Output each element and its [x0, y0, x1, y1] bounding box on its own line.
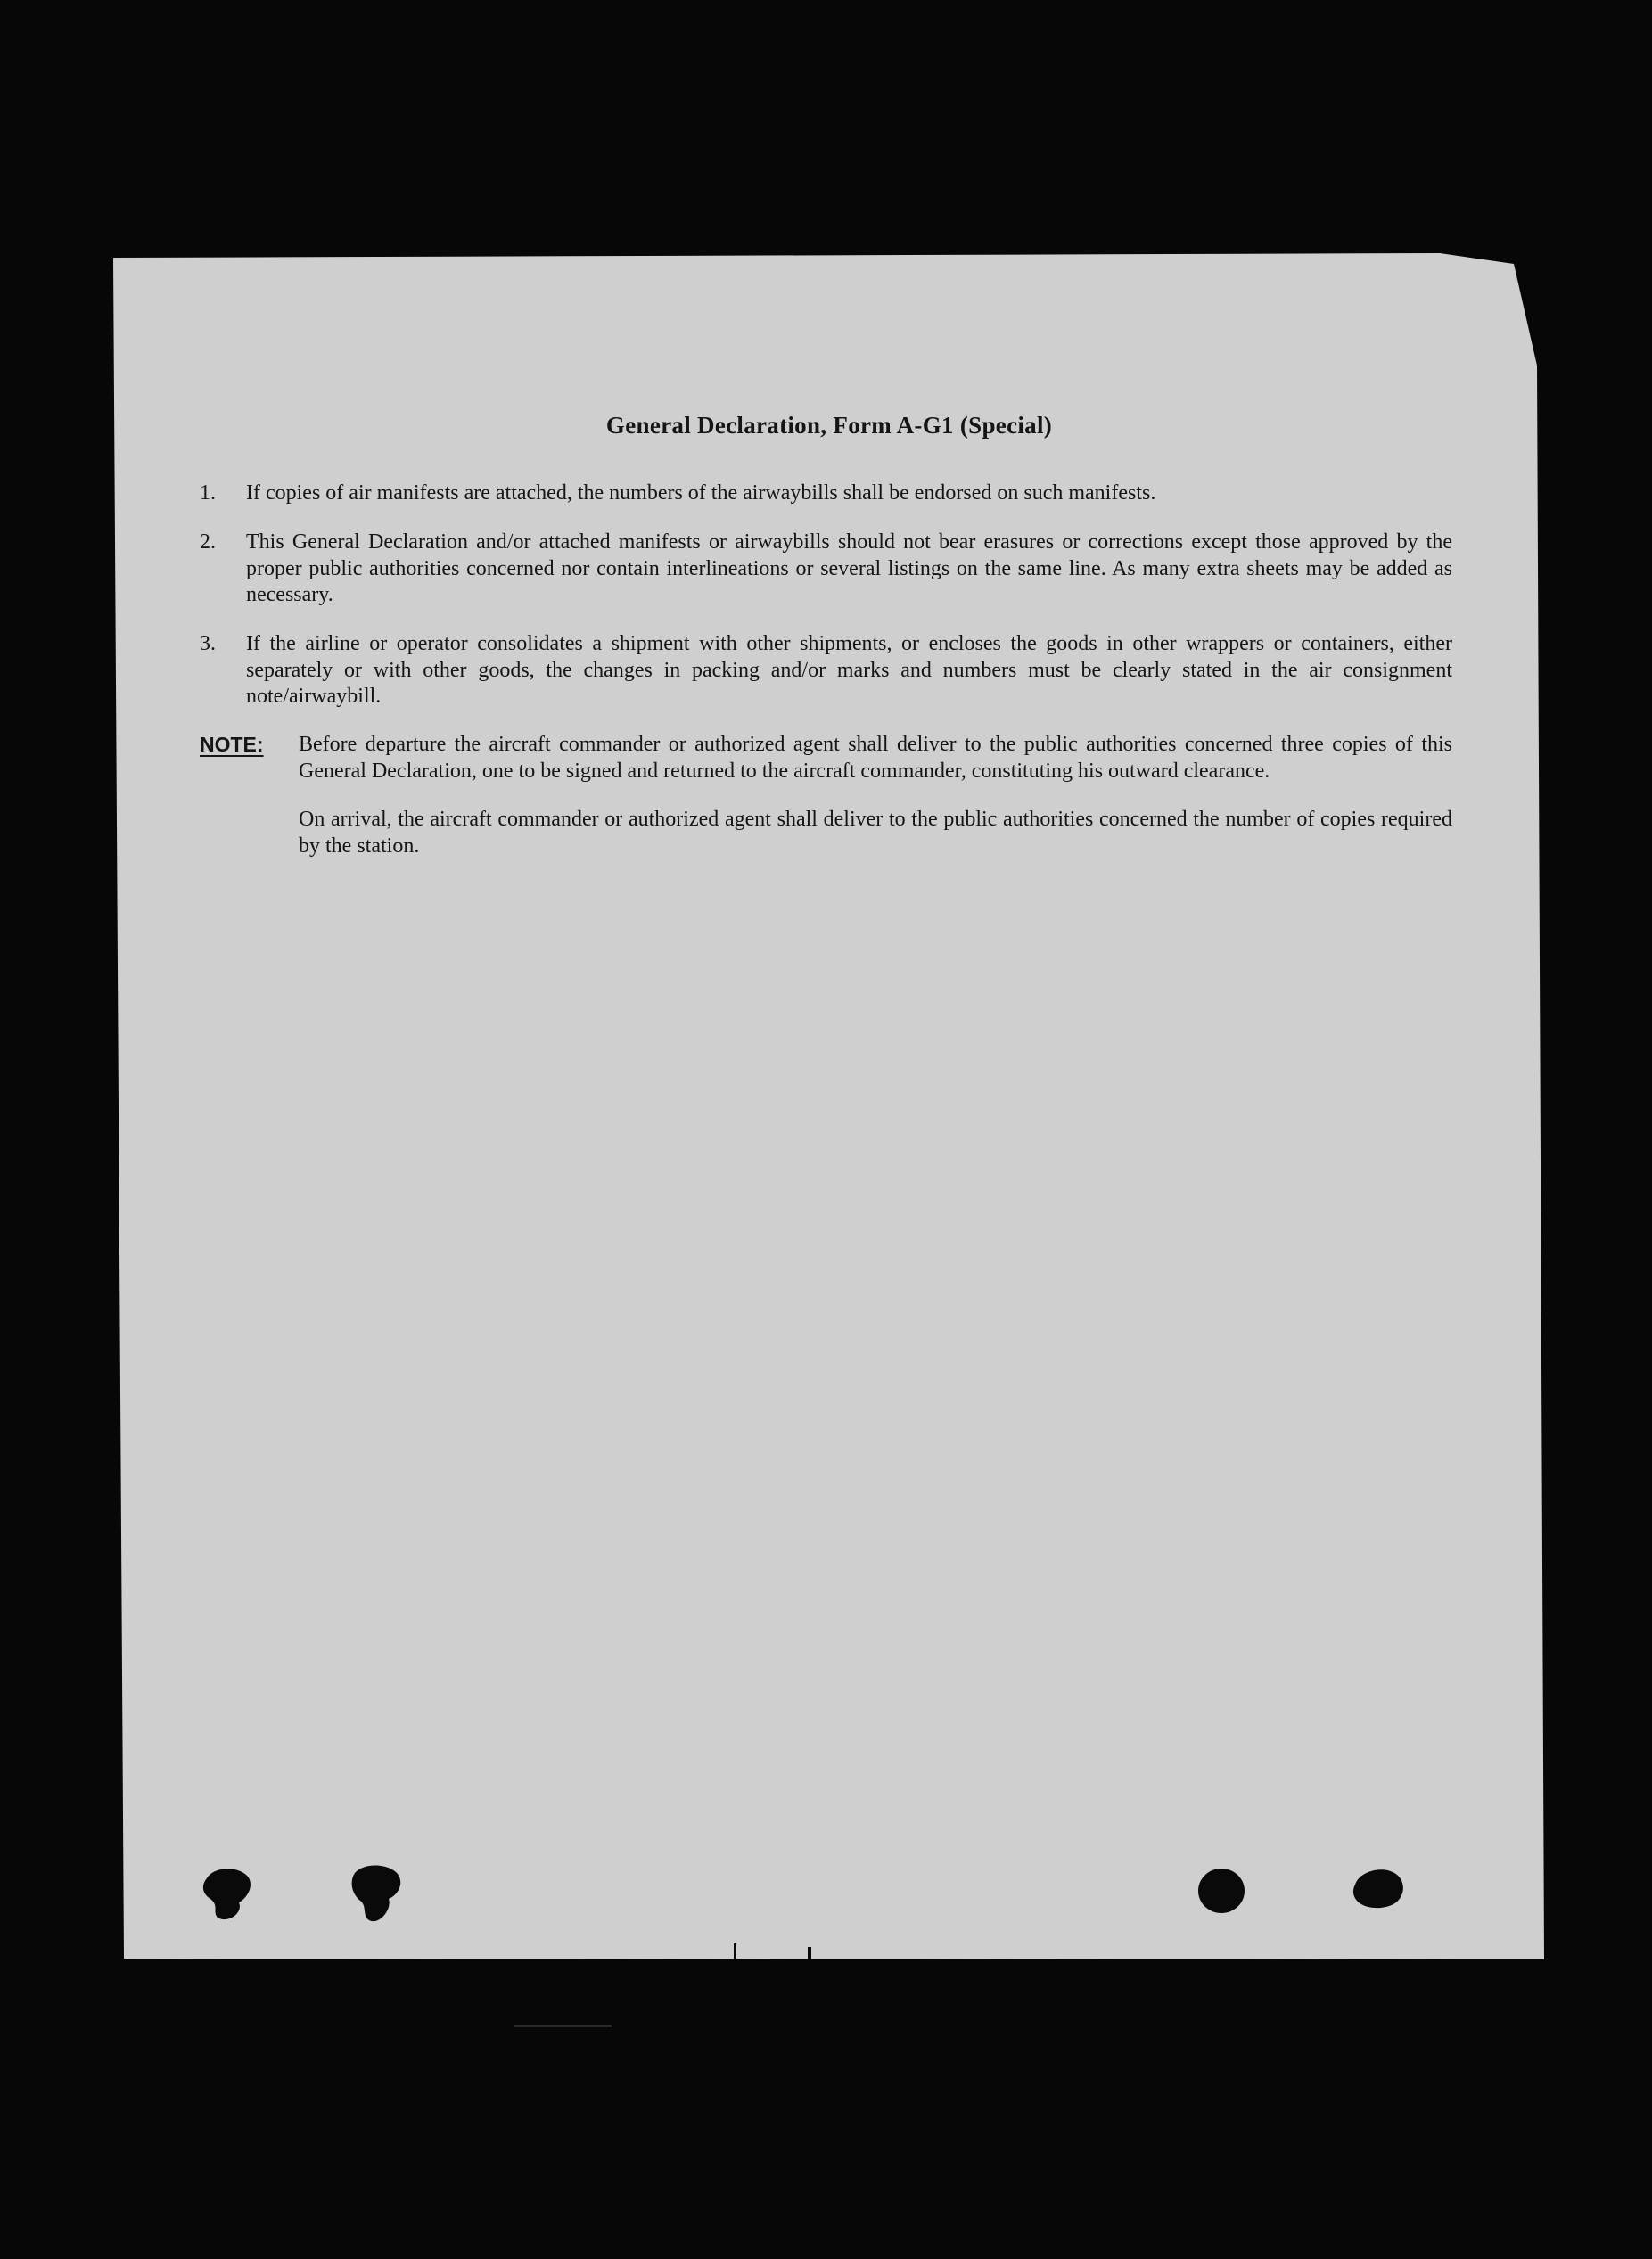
- instruction-item: [200, 481, 1452, 507]
- note-paragraph-departure: Before departure the aircraft commander or authorized agent shall deliver to the public authorities concerned three copies of this General Declaration, one to be signed and returned to the aircraft commander, constituting his outward clearance.: [299, 733, 1452, 783]
- item-text: If copies of air manifests are attached, the numbers of the airwaybills shall be endorsed on such manifests.: [246, 481, 1156, 505]
- note-label: NOTE:: [200, 733, 264, 756]
- item-text: This General Declaration and/or attached manifests or airwaybills should not bear erasures or corrections except those approved by the proper public authorities concerned nor contain interlineations or several listings on the same line. As many extra sheets may be added as necessary.: [246, 530, 1452, 606]
- item-text: If the airline or operator consolidates a shipment with other shipments, or encloses the goods in other wrappers or containers, either separately or with other goods, the changes in packing and/or marks and numbers must be clearly stated in the air consignment note/airwaybill.: [246, 632, 1452, 708]
- note-section: [200, 732, 1452, 859]
- document-title: General Declaration, Form A-G1 (Special): [605, 412, 1053, 439]
- item-number: 2.: [200, 530, 216, 554]
- item-number: 3.: [200, 632, 216, 655]
- instruction-item: [200, 631, 1452, 711]
- instruction-item: [200, 530, 1452, 609]
- item-number: 1.: [200, 481, 216, 505]
- note-paragraph-arrival: On arrival, the aircraft commander or authorized agent shall deliver to the public authorities concerned the number of copies required by the station.: [299, 808, 1452, 858]
